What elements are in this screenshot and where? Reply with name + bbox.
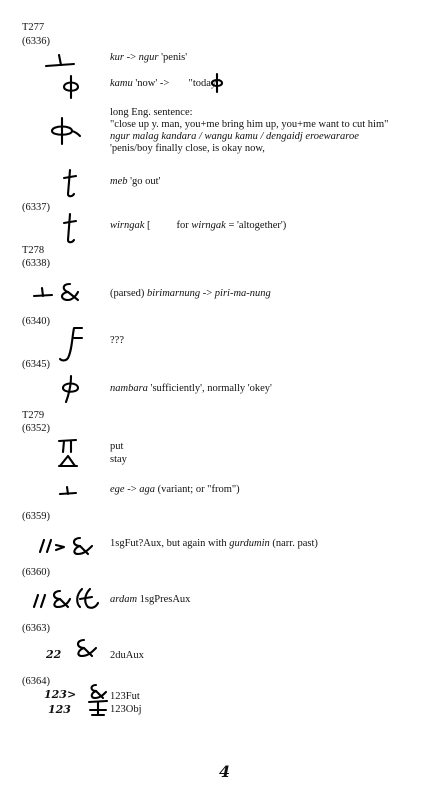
ref-6338: (6338) bbox=[22, 258, 50, 269]
glyph-unknown bbox=[56, 324, 96, 364]
entry-wirngak: wirngak [ for wirngak = 'altogether') bbox=[110, 220, 287, 231]
entry-123obj: 123Obj bbox=[110, 704, 142, 715]
ref-6363: (6363) bbox=[22, 623, 50, 634]
glyph-nambara bbox=[56, 374, 86, 404]
hand-22: 22 bbox=[46, 648, 62, 661]
entry-kamu: kamu 'now' -> "today" bbox=[110, 78, 221, 89]
glyph-ardam bbox=[30, 585, 106, 613]
glyph-kamu-inline bbox=[208, 73, 226, 93]
entry-ardam: ardam 1sgPresAux bbox=[110, 594, 191, 605]
glyph-123obj bbox=[86, 698, 112, 718]
glyph-ege bbox=[58, 484, 82, 498]
entry-1sgfut: 1sgFut?Aux, but again with gurdumin (narr. past) bbox=[110, 538, 318, 549]
entry-put: put bbox=[110, 441, 124, 452]
glyph-meb bbox=[58, 168, 82, 198]
ref-6364: (6364) bbox=[22, 676, 50, 687]
ref-6340: (6340) bbox=[22, 316, 50, 327]
section-t277: T277 bbox=[22, 22, 45, 33]
entry-2du: 2duAux bbox=[110, 650, 144, 661]
entry-nambara: nambara 'sufficiently', normally 'okey' bbox=[110, 383, 272, 394]
entry-kur: kur -> ngur 'penis' bbox=[110, 52, 188, 63]
hand-123-obj: 123 bbox=[48, 703, 71, 716]
entry-meb: meb 'go out' bbox=[110, 176, 161, 187]
ref-6337: (6337) bbox=[22, 202, 50, 213]
ref-6352: (6352) bbox=[22, 423, 50, 434]
long-line-1: long Eng. sentence: bbox=[110, 107, 193, 118]
glyph-2du bbox=[66, 636, 106, 662]
glyph-kamu bbox=[56, 74, 86, 100]
long-line-3: ngur malag kandara / wangu kamu / dengaidj eroewararoe bbox=[110, 131, 359, 142]
entry-stay: stay bbox=[110, 454, 127, 465]
ref-6345: (6345) bbox=[22, 359, 50, 370]
page-number: 4 bbox=[219, 762, 231, 781]
glyph-stay bbox=[56, 453, 80, 469]
long-line-2: "close up y. man, you+me bring him up, you+me want to cut him" bbox=[110, 119, 389, 130]
glyph-parsed bbox=[32, 280, 84, 304]
ref-6336: (6336) bbox=[22, 36, 50, 47]
entry-123fut: 123Fut bbox=[110, 691, 140, 702]
section-t279: T279 bbox=[22, 410, 45, 421]
glyph-kur bbox=[44, 52, 84, 72]
entry-parsed: (parsed) birimarnung -> piri-ma-nung bbox=[110, 288, 271, 299]
glyph-long-sentence bbox=[48, 116, 84, 146]
ref-6359: (6359) bbox=[22, 511, 50, 522]
glyph-1sgfut bbox=[36, 532, 104, 558]
long-line-4: 'penis/boy finally close, is okay now, bbox=[110, 143, 265, 154]
glyph-wirngak bbox=[58, 212, 82, 244]
hand-123-fut: 123> bbox=[44, 688, 77, 701]
ref-6360: (6360) bbox=[22, 567, 50, 578]
entry-ege: ege -> aga (variant; or "from") bbox=[110, 484, 240, 495]
entry-unknown: ??? bbox=[110, 335, 124, 346]
section-t278: T278 bbox=[22, 245, 45, 256]
